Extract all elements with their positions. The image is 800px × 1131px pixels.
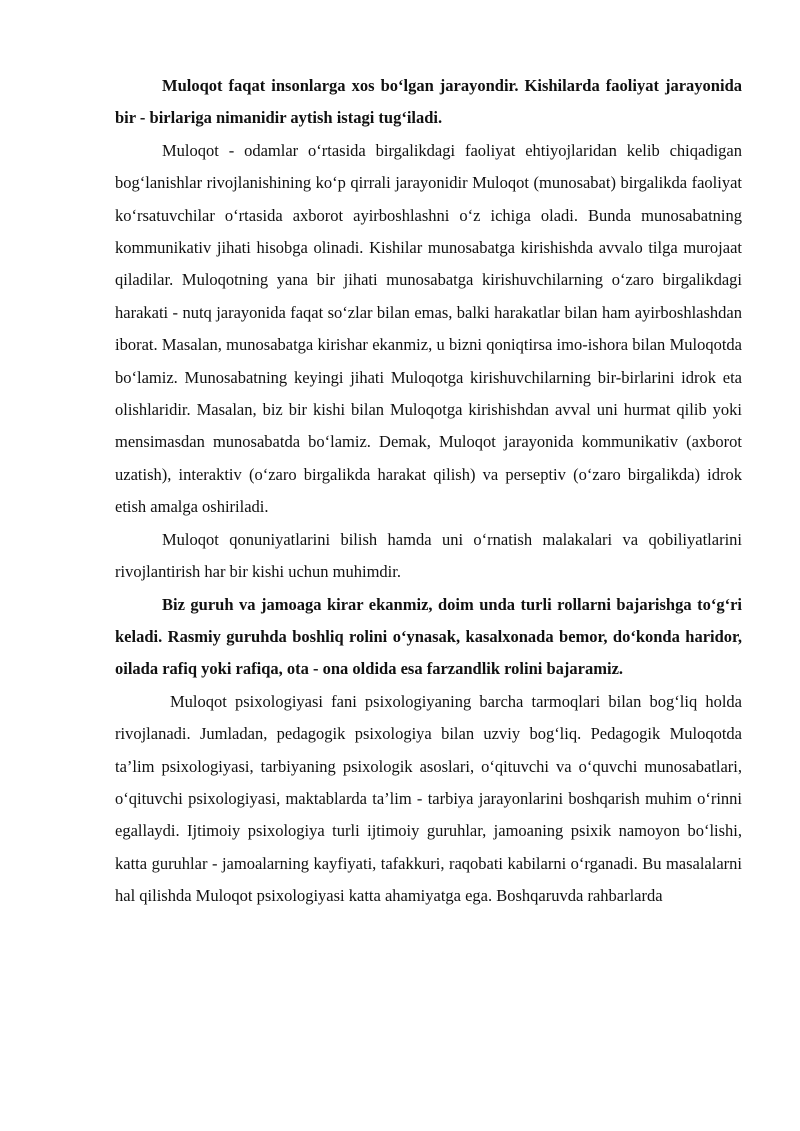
paragraph-2: Muloqot - odamlar o‘rtasida birgalikdagi faoliyat ehtiyojlaridan kelib chiqadigan bog‘lanishlar rivojlanishining ko‘p qirrali jarayonidir Muloqot (munosabat) birgalikda faoliyat ko‘rsatuvchilar o‘rtasida axborot ayirboshlashni o‘z ichiga oladi. Bunda munosabatning kommunikativ jihati hisobga olinadi. Kishilar munosabatga kirishishda avvalo tilga murojaat qiladilar. Muloqotning yana bir jihati munosabatga kirishuvchilarning o‘zaro birgalikdagi harakati - nutq jarayonida faqat so‘zlar bilan emas, balki harakatlar bilan ham ayirboshlashdan iborat. Masalan, munosabatga kirishar ekanmiz, u bizni qoniqtirsa imo-ishora bilan Muloqotda bo‘lamiz. Munosabatning keyingi jihati Muloqotga kirishuvchilarning bir-birlarini idrok eta olishlaridir. Masalan, biz bir kishi bilan Muloqotga kirishishdan avval uni hurmat qilib yoki mensimasdan munosabatda bo‘lamiz. Demak, Muloqot jarayonida kommunikativ (axborot uzatish), interaktiv (o‘zaro birgalikda harakat qilish) va perseptiv (o‘zaro birgalikda) idrok etish amalga oshiriladi. (115, 140, 742, 517)
document-page (115, 70, 742, 913)
paragraph-1: Muloqot faqat insonlarga xos bo‘lgan jarayondir. Kishilarda faoliyat jarayonida bir - birlariga nimanidir aytish istagi tug‘iladi. (115, 76, 742, 128)
paragraph-4: Biz guruh va jamoaga kirar ekanmiz, doim unda turli rollarni bajarishga to‘g‘ri keladi. Rasmiy guruhda boshliq rolini o‘ynasak, kasalxonada bemor, do‘konda haridor, oilada rafiq yoki rafiqa, ota - ona oldida esa farzandlik rolini bajaramiz. (115, 594, 742, 679)
paragraph-3: Muloqot qonuniyatlarini bilish hamda uni o‘rnatish malakalari va qobiliyatlarini rivojlantirish har bir kishi uchun muhimdir. (115, 529, 742, 582)
paragraph-5: Muloqot psixologiyasi fani psixologiyaning barcha tarmoqlari bilan bog‘liq holda rivojlanadi. Jumladan, pedagogik psixologiya bilan uzviy bog‘liq. Pedagogik Muloqotda ta’lim psixologiyasi, tarbiyaning psixologik asoslari, o‘qituvchi va o‘quvchi munosabatlari, o‘qituvchi psixologiyasi, maktablarda ta’lim - tarbiya jarayonlarini boshqarish muhim o‘rinni egallaydi. Ijtimoiy psixologiya turli ijtimoiy guruhlar, jamoaning psixik namoyon bo‘lishi, katta guruhlar - jamoalarning kayfiyati, tafakkuri, raqobati kabilarni o‘rganadi. Bu masalalarni hal qilishda Muloqot psixologiyasi katta ahamiyatga ega. Boshqaruvda rahbarlarda (115, 691, 742, 906)
